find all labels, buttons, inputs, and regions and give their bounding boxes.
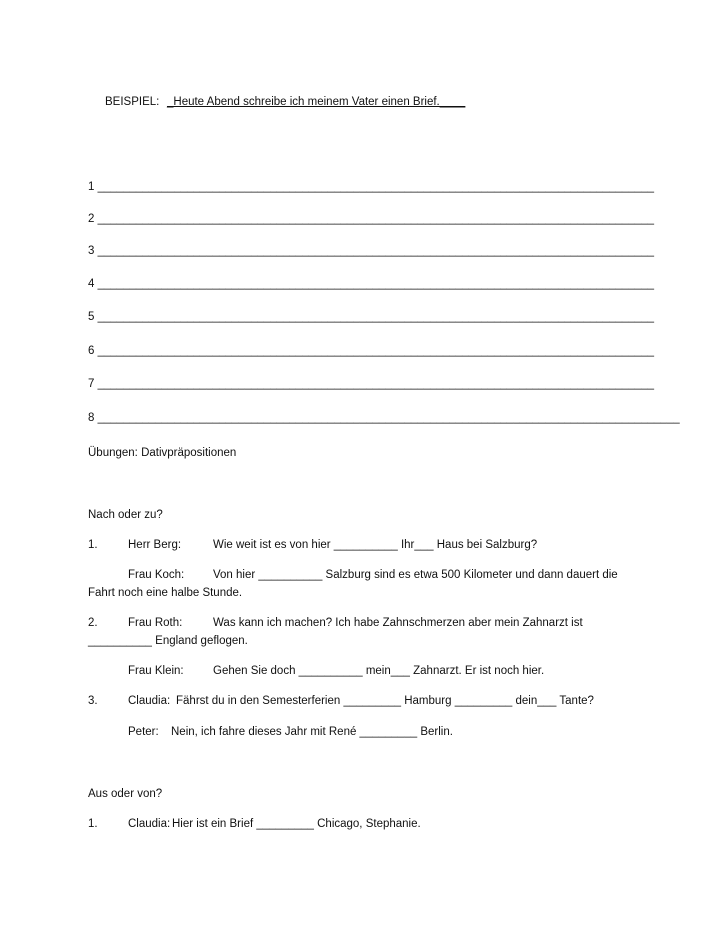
speaker-name: Frau Roth:: [128, 617, 183, 629]
answer-line-3: 3 _______________________________________________________________________________________: [88, 245, 655, 257]
speaker-name: Claudia:: [128, 695, 171, 707]
item-number: 1.: [88, 539, 98, 551]
answer-line-6: 6 _______________________________________________________________________________________: [88, 345, 655, 357]
answer-line-4: 4 _______________________________________________________________________________________: [88, 278, 655, 290]
answer-line-2: 2 _______________________________________________________________________________________: [88, 213, 655, 225]
speaker-name: Peter:: [128, 726, 159, 738]
speaker-name: Claudia:: [128, 818, 171, 830]
answer-line-1: 1 _______________________________________________________________________________________: [88, 181, 655, 193]
section-heading-nach-zu: Nach oder zu?: [88, 509, 163, 521]
item-number: 2.: [88, 617, 98, 629]
answer-line-8: 8 ___________________________________________________________________________________________: [88, 412, 680, 424]
dialogue-text: Gehen Sie doch __________ mein___ Zahnarzt. Er ist noch hier.: [213, 665, 545, 677]
section-heading-aus-von: Aus oder von?: [88, 788, 163, 800]
answer-line-5: 5 _______________________________________________________________________________________: [88, 311, 655, 323]
answer-line-7: 7 _______________________________________________________________________________________: [88, 378, 655, 390]
item-number: 3.: [88, 695, 98, 707]
dialogue-continuation: Fahrt noch eine halbe Stunde.: [88, 587, 243, 599]
speaker-name: Frau Koch:: [128, 569, 185, 581]
dialogue-text: Von hier __________ Salzburg sind es etwa 500 Kilometer und dann dauert die: [213, 569, 618, 581]
speaker-name: Herr Berg:: [128, 539, 182, 551]
dialogue-text: Fährst du in den Semesterferien _________ Hamburg _________ dein___ Tante?: [176, 695, 594, 707]
dialogue-continuation: __________ England geflogen.: [88, 635, 248, 647]
dialogue-text: Nein, ich fahre dieses Jahr mit René _________ Berlin.: [171, 726, 453, 738]
speaker-name: Frau Klein:: [128, 665, 184, 677]
example-label: BEISPIEL:: [105, 96, 160, 108]
dialogue-text: Was kann ich machen? Ich habe Zahnschmerzen aber mein Zahnarzt ist: [213, 617, 583, 629]
dialogue-text: Wie weit ist es von hier __________ Ihr___ Haus bei Salzburg?: [213, 539, 538, 551]
worksheet-title: Übungen: Dativpräpositionen: [88, 447, 237, 459]
example-sentence: _Heute Abend schreibe ich meinem Vater einen Brief.____: [167, 96, 466, 108]
item-number: 1.: [88, 818, 98, 830]
dialogue-text: Hier ist ein Brief _________ Chicago, Stephanie.: [172, 818, 421, 830]
